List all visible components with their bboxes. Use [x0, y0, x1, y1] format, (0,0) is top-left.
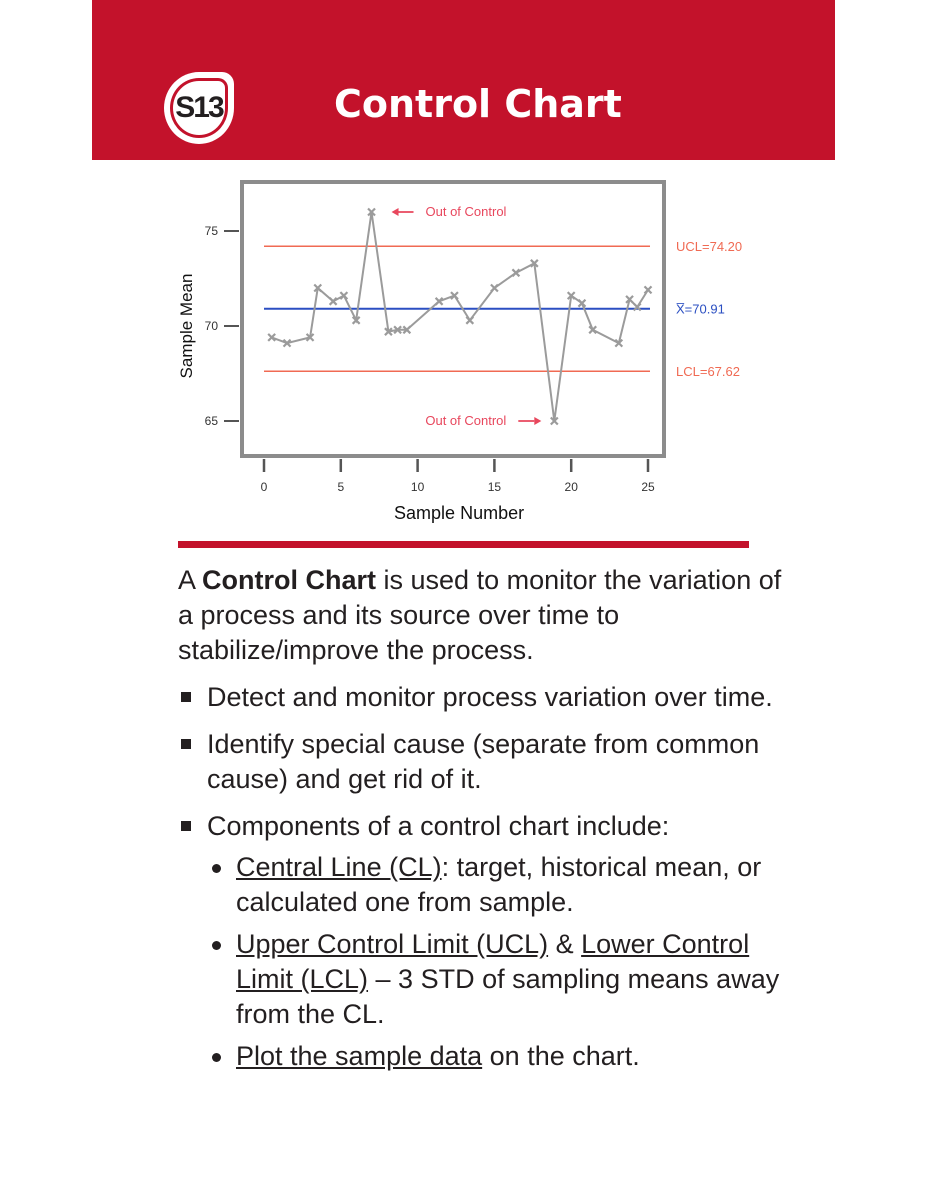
dot-bullet-icon — [212, 864, 221, 873]
intro-term: Control Chart — [202, 565, 377, 595]
divider — [178, 541, 749, 548]
term-central-line: Central Line (CL) — [236, 852, 442, 882]
square-bullet-icon — [181, 739, 191, 749]
data-point — [645, 286, 652, 293]
section-badge-label: S13 — [170, 78, 228, 138]
y-tick-label: 75 — [204, 224, 218, 238]
x-tick-label: 25 — [641, 480, 655, 494]
y-axis-label: Sample Mean — [177, 273, 196, 379]
bullet-detect — [178, 680, 788, 715]
data-point — [491, 285, 498, 292]
x-tick-label: 5 — [337, 480, 345, 494]
reference-line-label: X̅=70.91 — [676, 301, 725, 317]
term-ucl: Upper Control Limit (UCL) — [236, 929, 549, 959]
y-tick-label: 65 — [204, 414, 218, 428]
term-lcl: Lower Control Limit (LCL) — [236, 929, 750, 994]
series-line — [272, 212, 648, 421]
square-bullet-icon — [181, 821, 191, 831]
sub-bullet-list — [207, 850, 788, 1074]
square-bullet-icon — [181, 692, 191, 702]
intro-pre: A — [178, 565, 203, 595]
sub-bullet-plot — [207, 1039, 788, 1074]
data-point — [340, 292, 347, 299]
bullet-text: Components of a control chart include: — [207, 811, 670, 841]
sub-bullet-control-limits — [207, 927, 788, 1032]
intro-post: is used to monitor the variation of a process and its source over time to stabilize/improve the process. — [178, 565, 782, 665]
sub-bullet-text: : target, historical mean, or calculated one from sample. — [236, 852, 762, 917]
annotation-label: Out of Control — [425, 204, 507, 219]
annotation-arrowhead — [534, 417, 541, 425]
body-text — [178, 563, 788, 1086]
header-banner — [92, 0, 835, 160]
intro-paragraph — [178, 563, 788, 668]
bullet-components — [178, 809, 788, 1074]
data-point — [466, 317, 473, 324]
data-point — [330, 298, 337, 305]
x-tick-label: 20 — [564, 480, 578, 494]
page-title: Control Chart — [334, 82, 622, 126]
dot-bullet-icon — [212, 1053, 221, 1062]
dot-bullet-icon — [212, 941, 221, 950]
sub-bullet-text: – 3 STD of sampling means away from the CL. — [236, 964, 780, 1029]
reference-line-label: LCL=67.62 — [676, 364, 740, 380]
data-point — [512, 269, 519, 276]
x-tick-label: 15 — [487, 480, 502, 494]
annotation-arrowhead — [392, 208, 399, 216]
sub-bullet-central-line — [207, 850, 788, 920]
bullet-list — [178, 680, 788, 1074]
annotation-label: Out of Control — [425, 413, 507, 428]
bullet-text: Identify special cause (separate from common cause) and get rid of it. — [207, 729, 760, 794]
y-tick-label: 70 — [204, 319, 218, 333]
sub-bullet-text: & — [548, 929, 582, 959]
x-axis-label: Sample Number — [394, 503, 525, 523]
sub-bullet-text: on the chart. — [482, 1041, 640, 1071]
control-chart — [170, 172, 770, 532]
x-tick-label: 10 — [410, 480, 425, 494]
bullet-text: Detect and monitor process variation over time. — [207, 682, 773, 712]
section-badge — [164, 72, 234, 144]
reference-line-label: UCL=74.20 — [676, 239, 743, 255]
bullet-identify — [178, 727, 788, 797]
term-plot-data: Plot the sample data — [236, 1041, 483, 1071]
x-tick-label: 0 — [260, 480, 268, 494]
